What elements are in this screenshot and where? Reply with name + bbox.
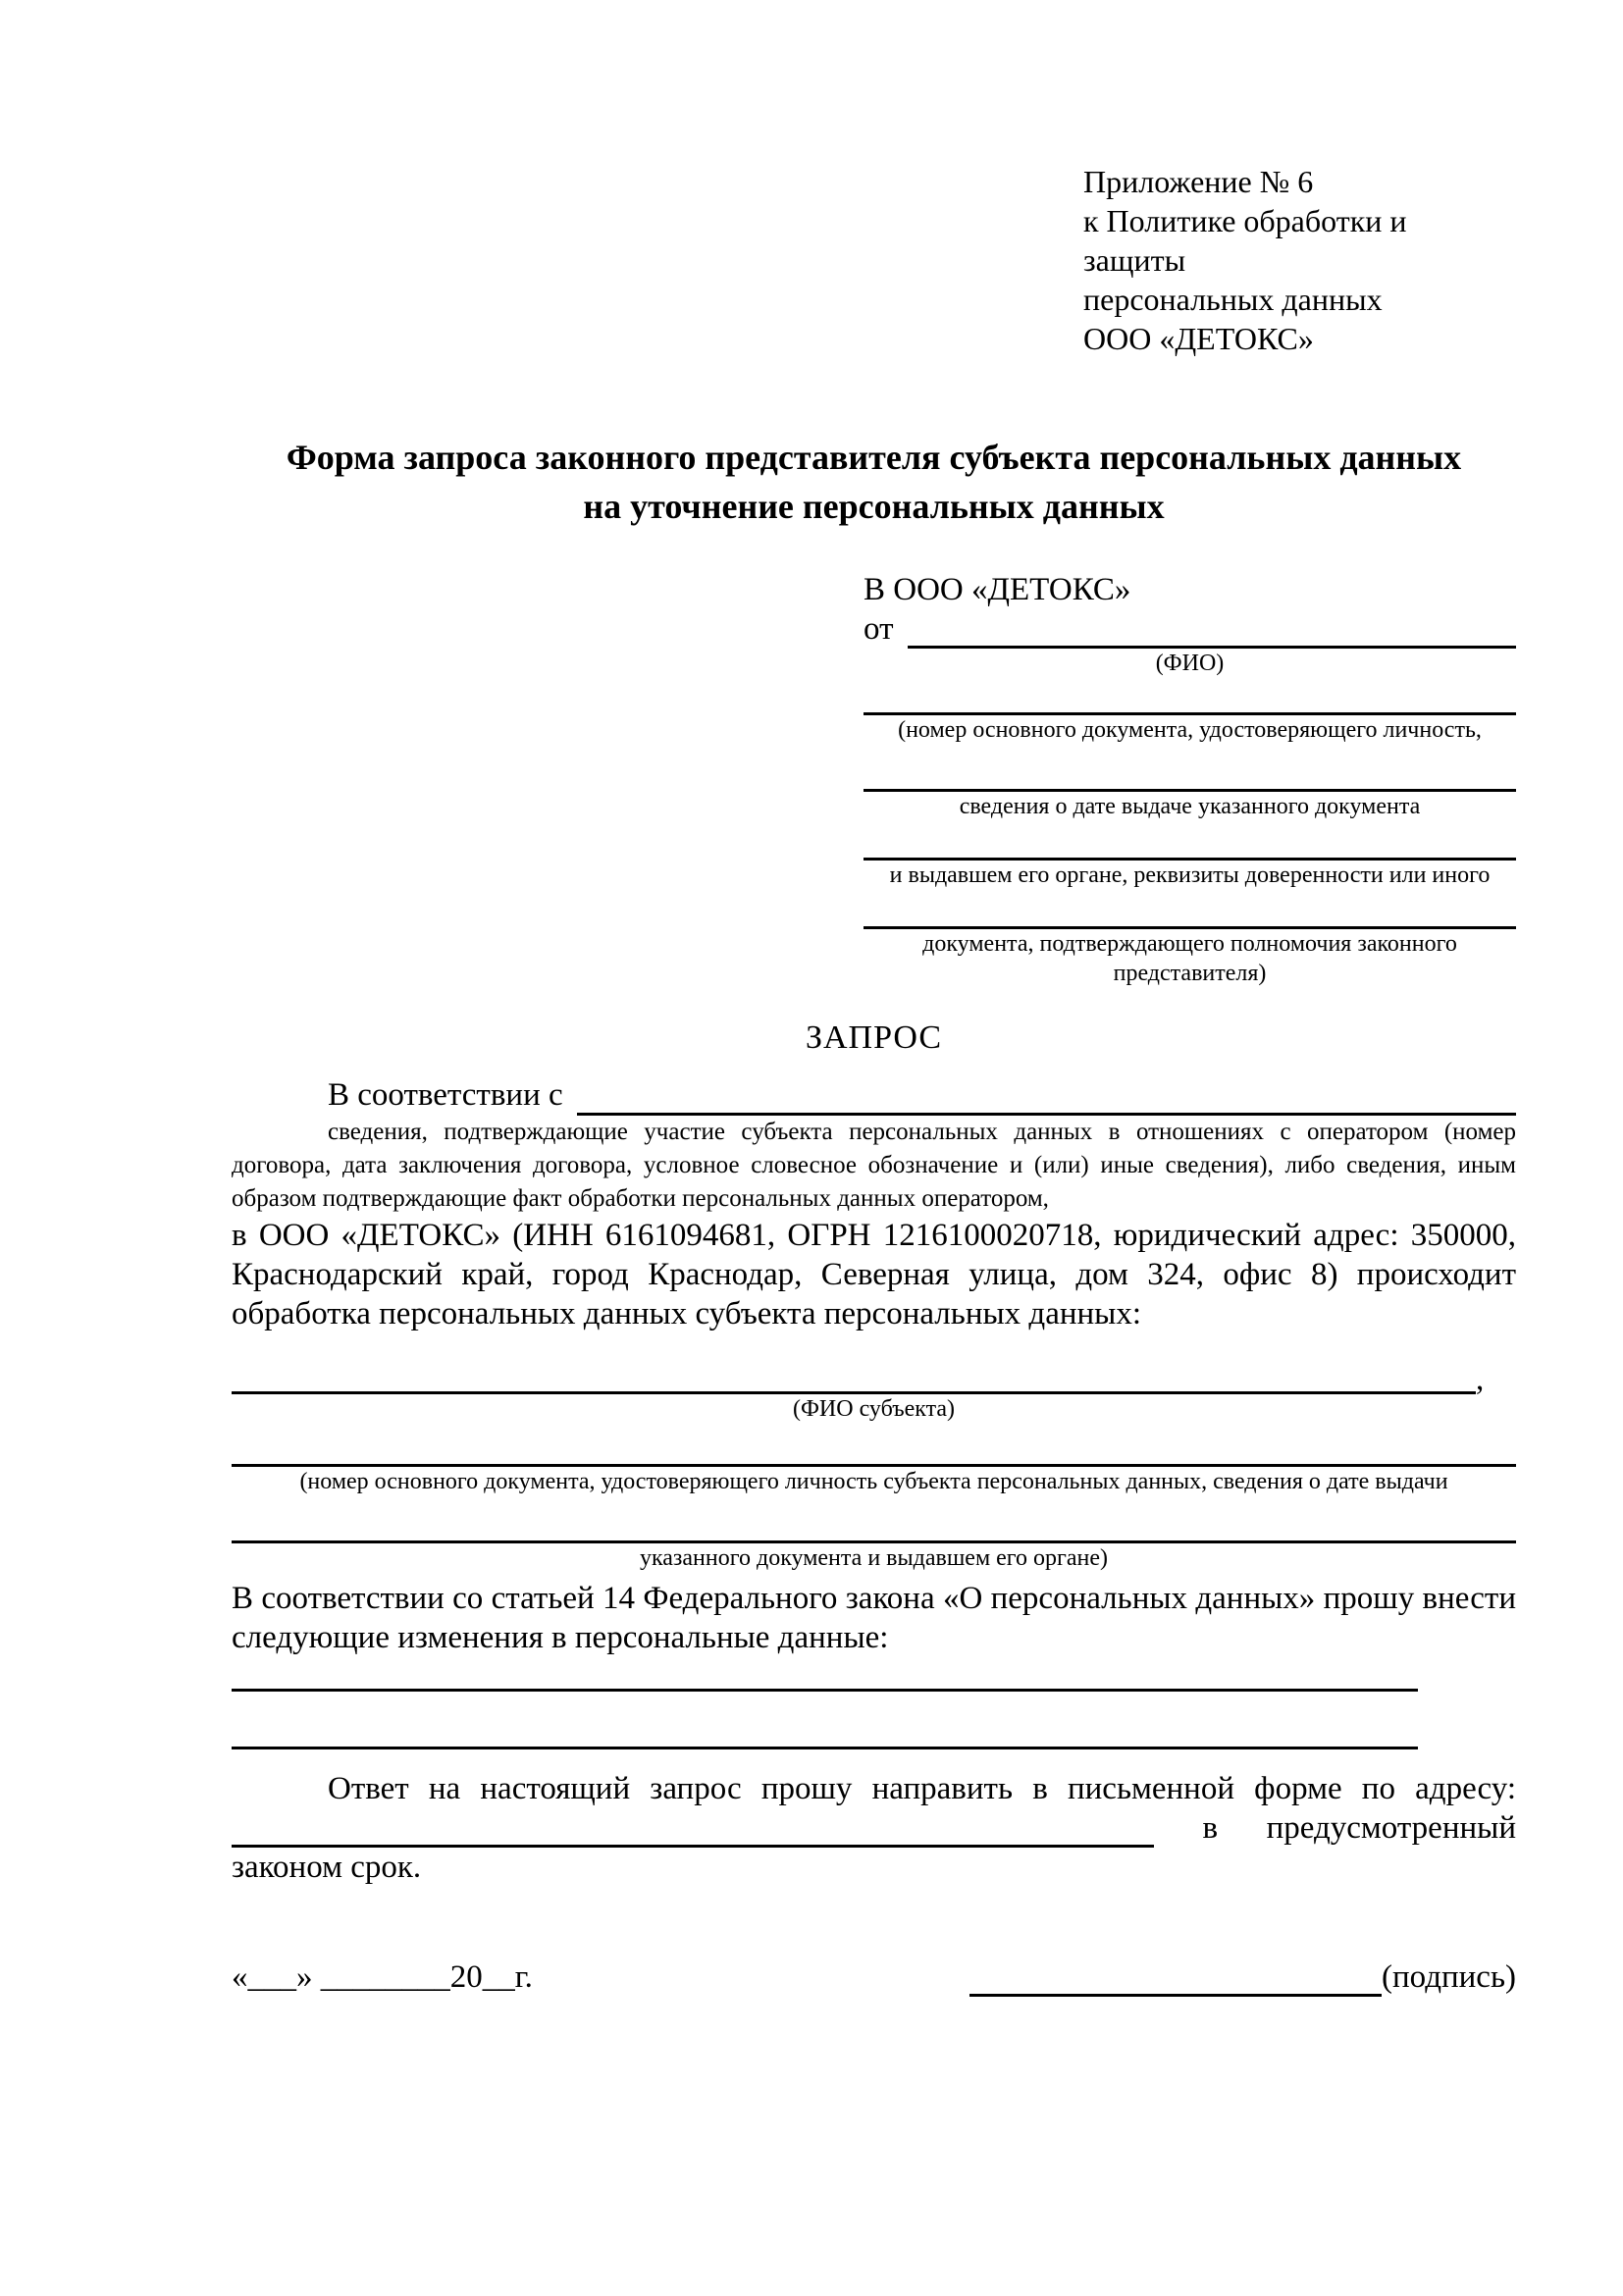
appendix-policy-line2: персональных данных: [1083, 282, 1383, 317]
answer-word-v: в: [1202, 1810, 1219, 1846]
from-row: [864, 609, 1516, 649]
document-title-line1: Форма запроса законного представителя субъекта персональных данных: [286, 438, 1462, 477]
field-caption: (номер основного документа, удостоверяющего личность,: [898, 717, 1482, 743]
signature-field: [969, 1957, 1516, 1997]
answer-word-predusmotrenny: предусмотренный: [1266, 1810, 1516, 1846]
signature-row: [232, 1957, 1516, 1997]
basis-footnote: сведения, подтверждающие участие субъекта персональных данных в отношениях с оператором (номер договора, дата заключения договора, условное словесное обозначение и (или) иные сведения), либо сведения, иным образом подтверждающие факт обработки персональных данных оператором,: [232, 1119, 1516, 1212]
basis-blank-line: [577, 1082, 1516, 1116]
subject-doc-blank-line-1: [232, 1439, 1516, 1467]
signature-caption: (подпись): [1382, 1959, 1516, 1995]
appendix-company: ООО «ДЕТОКС»: [1083, 321, 1314, 356]
addressee-to: В ООО «ДЕТОКС»: [864, 572, 1131, 607]
answer-paragraph-line3: законом срок.: [232, 1850, 422, 1885]
changes-blank-line-1: [232, 1689, 1418, 1692]
appendix-number: Приложение № 6: [1083, 164, 1314, 199]
representative-doc-field-4: [864, 898, 1516, 988]
blank-line: [864, 829, 1516, 861]
addressee-block: [864, 570, 1516, 988]
operator-paragraph: в ООО «ДЕТОКС» (ИНН 6161094681, ОГРН 1216100020718, юридический адрес: 350000, Краснодарский край, город Краснодар, Северная улица, дом 324, офис 8) происходит обработка персональных данных субъекта персональных данных:: [232, 1218, 1516, 1331]
from-label: от: [864, 611, 894, 647]
answer-paragraph-line2: [232, 1808, 1516, 1848]
representative-doc-field-1: [864, 684, 1516, 745]
fio-blank-line: [908, 615, 1517, 649]
answer-paragraph-line1: Ответ на настоящий запрос прошу направить в письменной форме по адресу:: [328, 1771, 1516, 1806]
subject-doc-caption-top: (номер основного документа, удостоверяющего личность субъекта персональных данных, сведения о дате выдачи: [299, 1469, 1448, 1494]
law-paragraph: В соответствии со статьей 14 Федерального закона «О персональных данных» прошу внести следующие изменения в персональные данные:: [232, 1581, 1516, 1655]
request-heading: ЗАПРОС: [805, 1019, 943, 1056]
representative-doc-field-2: [864, 760, 1516, 821]
intro-row: [232, 1074, 1516, 1116]
subject-doc-caption-bottom: указанного документа и выдавшем его органе): [639, 1545, 1109, 1571]
fio-caption: (ФИО): [1155, 651, 1225, 676]
changes-blank-line-2: [232, 1747, 1418, 1749]
blank-line: [864, 684, 1516, 715]
trailing-comma: ,: [1476, 1362, 1485, 1397]
field-caption: и выдавшем его органе, реквизиты доверенности или иного: [889, 862, 1491, 888]
blank-line: [864, 760, 1516, 792]
date-blank-text: «___» ________20__г.: [232, 1959, 533, 1995]
appendix-header: [1083, 162, 1516, 358]
blank-line: [864, 898, 1516, 929]
document-title: [232, 433, 1516, 531]
appendix-policy-line: к Политике обработки и защиты: [1083, 203, 1407, 278]
signature-blank-line: [969, 1967, 1382, 1997]
subject-fio-blank-line: [232, 1365, 1476, 1394]
subject-fio-caption: (ФИО субъекта): [792, 1396, 956, 1422]
representative-doc-field-3: [864, 829, 1516, 890]
field-caption: сведения о дате выдаче указанного документа: [959, 794, 1421, 819]
intro-prefix: В соответствии с: [328, 1077, 563, 1113]
address-blank-line: [232, 1818, 1154, 1848]
document-title-line2: на уточнение персональных данных: [583, 487, 1165, 526]
subject-doc-blank-line-2: [232, 1516, 1516, 1543]
field-caption: документа, подтверждающего полномочия законного представителя): [922, 931, 1457, 986]
subject-fio-row: [232, 1362, 1516, 1397]
